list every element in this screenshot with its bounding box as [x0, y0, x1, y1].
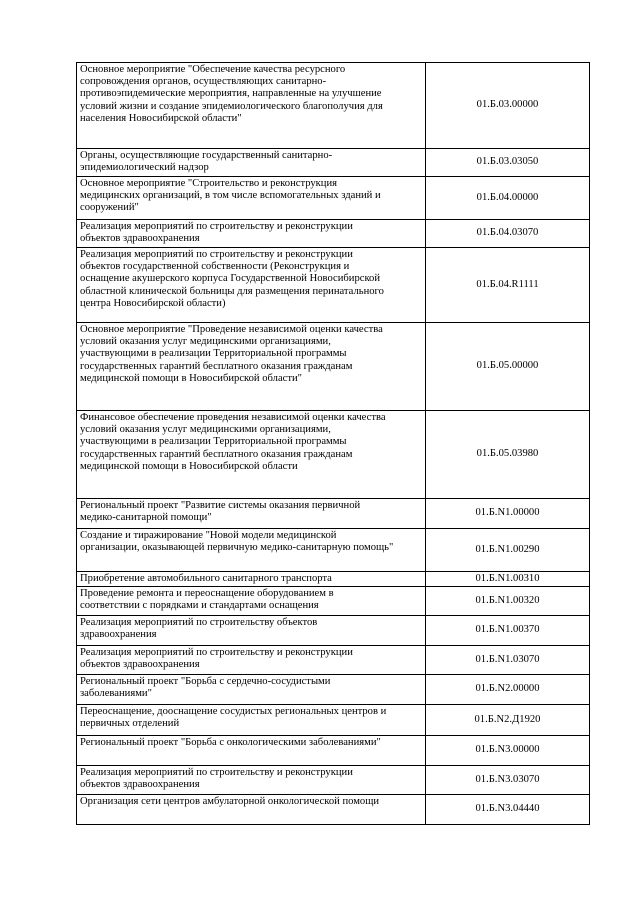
row-code: 01.Б.N3.00000 [475, 744, 540, 756]
row-name: Реализация мероприятий по строительству объектов здравоохранения [77, 616, 426, 645]
row-code: 01.Б.05.00000 [476, 360, 539, 372]
row-code: 01.Б.04.R1111 [476, 278, 539, 290]
row-name: Реализация мероприятий по строительству и реконструкции объектов здравоохранения [77, 766, 426, 794]
table-row [77, 220, 589, 248]
table-row [77, 149, 589, 177]
row-name: Переоснащение, дооснащение сосудистых региональных центров и первичных отделений [77, 705, 426, 735]
table-row [77, 63, 589, 149]
row-code: 01.Б.N1.00000 [475, 507, 540, 519]
table-row [77, 529, 589, 572]
row-code: 01.Б.N3.04440 [475, 803, 540, 815]
row-name: Приобретение автомобильного санитарного транспорта [77, 572, 426, 586]
row-code: 01.Б.04.00000 [476, 191, 539, 203]
row-code: 01.Б.03.03050 [476, 156, 539, 168]
row-name: Основное мероприятие "Проведение независимой оценки качества условий оказания услуг медицинскими организациями, участвующими в реализации Территориальной программы государственных гарантий бесплатного оказания гражданам медицинской помощи в Новосибирской области" [77, 323, 426, 410]
row-name: Основное мероприятие "Строительство и реконструкция медицинских организаций, в том числе вспомогательных зданий и сооружений" [77, 177, 426, 219]
row-name: Реализация мероприятий по строительству и реконструкции объектов здравоохранения [77, 220, 426, 247]
table-row [77, 736, 589, 766]
row-code: 01.Б.N1.00290 [475, 543, 540, 555]
table-row [77, 499, 589, 529]
row-name: Региональный проект "Борьба с онкологическими заболеваниями" [77, 736, 426, 765]
row-name: Органы, осуществляющие государственный санитарно- эпидемиологический надзор [77, 149, 426, 176]
row-name: Проведение ремонта и переоснащение оборудованием в соответствии с порядками и стандартами оснащения [77, 587, 426, 615]
row-code: 01.Б.N1.03070 [475, 653, 540, 665]
row-name: Региональный проект "Развитие системы оказания первичной медико-санитарной помощи" [77, 499, 426, 528]
row-code: 01.Б.N1.00370 [475, 624, 540, 636]
row-name: Региональный проект "Борьба с сердечно-сосудистыми заболеваниями" [77, 675, 426, 704]
table-row [77, 323, 589, 411]
table-row [77, 675, 589, 705]
table-row [77, 616, 589, 646]
row-name: Основное мероприятие "Обеспечение качества ресурсного сопровождения органов, осуществляющих санитарно- противоэпидемические мероприятия, направленные на улучшение условий жизни и создание эпидемиологического благополучия для населения Новосибирской области" [77, 63, 426, 148]
table-row [77, 705, 589, 736]
table-row [77, 795, 589, 825]
row-code: 01.Б.N2.00000 [475, 683, 540, 695]
table-row [77, 766, 589, 795]
row-name: Создание и тиражирование "Новой модели медицинской организации, оказывающей первичную медико-санитарную помощь" [77, 529, 426, 571]
row-code: 01.Б.N1.00310 [475, 572, 540, 584]
row-code: 01.Б.N2.Д1920 [474, 713, 541, 725]
row-name: Организация сети центров амбулаторной онкологической помощи [77, 795, 426, 824]
budget-classification-table [76, 62, 590, 825]
table-row [77, 411, 589, 499]
row-code: 01.Б.03.00000 [476, 99, 539, 111]
table-row [77, 646, 589, 675]
table-row [77, 248, 589, 323]
row-name: Финансовое обеспечение проведения независимой оценки качества условий оказания услуг медицинскими организациями, участвующими в реализации Территориальной программы государственных гарантий бесплатного оказания гражданам медицинской помощи в Новосибирской области [77, 411, 426, 498]
table-row [77, 572, 589, 587]
row-code: 01.Б.04.03070 [476, 227, 539, 239]
row-name: Реализация мероприятий по строительству и реконструкции объектов государственной собственности (Реконструкция и оснащение акушерского корпуса Государственной Новосибирской областной клинической больницы для размещения перинатального центра Новосибирской области) [77, 248, 426, 322]
row-code: 01.Б.05.03980 [476, 448, 539, 460]
row-code: 01.Б.N1.00320 [475, 594, 540, 606]
table-row [77, 587, 589, 616]
row-code: 01.Б.N3.03070 [475, 773, 540, 785]
table-row [77, 177, 589, 220]
row-name: Реализация мероприятий по строительству и реконструкции объектов здравоохранения [77, 646, 426, 674]
